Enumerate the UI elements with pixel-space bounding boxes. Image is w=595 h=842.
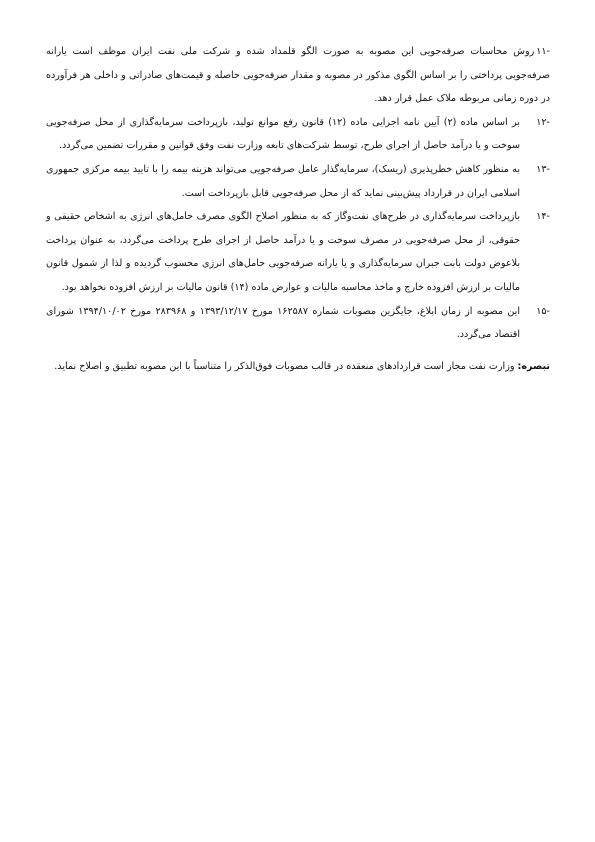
- clause-number: -۱۴: [536, 211, 550, 223]
- clause-15: [46, 300, 550, 347]
- note-label: تبصره:: [517, 360, 550, 372]
- clause-13: [46, 158, 550, 205]
- clause-text: بازپرداخت سرمایه‌گذاری در طرح‌های نفت‌وگاز که به منظور اصلاح الگوی مصرف حامل‌های انرژی به اشخاص حقیقی و حقوقی، از محل صرفه‌جویی در مصرف سوخت و یا درآمد حاصل از اجرای طرح پرداخت می‌گردد، به عنوان پرداخت بلاعوض دولت بابت جبران سرمایه‌گذاری و یا یارانه صرفه‌جویی حامل‌های انرژی محسوب گردیده و لذا از شمول قانون مالیات بر ارزش افزوده خارج و ماخذ محاسبه مالیات و عوارض ماده (۱۴) قانون مالیات بر ارزش افزوده نخواهد بود.: [46, 211, 520, 293]
- clause-text: این مصوبه از زمان ابلاغ، جایگزین مصوبات شماره ۱۶۲۵۸۷ مورخ ۱۳۹۳/۱۲/۱۷ و ۲۸۳۹۶۸ مورخ ۱۳۹۴/۱۰/۰۲ شورای اقتصاد می‌گردد.: [46, 305, 520, 341]
- clause-text: بر اساس ماده (۲) آیین نامه اجرایی ماده (۱۲) قانون رفع موانع تولید، بازپرداخت سرمایه‌گذاری از محل صرفه‌جویی سوخت و یا درآمد حاصل از اجرای طرح، توسط شرکت‌های تابعه وزارت نفت وفق قوانین و مقررات تضمین می‌گردد.: [46, 116, 520, 152]
- note-paragraph: [46, 355, 550, 379]
- clause-number: -۱۵: [536, 305, 550, 317]
- clause-number: -۱۲: [536, 116, 550, 128]
- clause-number: -۱۱: [536, 46, 550, 57]
- clause-11: [46, 40, 550, 111]
- clause-number: -۱۳: [536, 163, 550, 175]
- clause-text: به منظور کاهش خطرپذیری (ریسک)، سرمایه‌گذار عامل صرفه‌جویی می‌تواند هزینه بیمه را با تایید بیمه مرکزی جمهوری اسلامی ایران در قرارداد پیش‌بینی نماید که از محل صرفه‌جویی قابل بازپرداخت است.: [46, 163, 520, 199]
- document-body: [46, 40, 550, 378]
- clause-text: روش محاسبات صرفه‌جویی این مصوبه به صورت الگو قلمداد شده و شرکت ملی نفت ایران موظف است یارانه صرفه‌جویی پرداختی را بر اساس الگوی مذکور در مصوبه و مقدار صرفه‌جویی حاصله و قیمت‌های صادراتی و داخلی هر فرآورده در دوره زمانی مربوطه ملاک عمل قرار دهد.: [46, 46, 550, 105]
- clause-12: [46, 111, 550, 158]
- clause-14: [46, 205, 550, 299]
- note-text: وزارت نفت مجاز است قراردادهای منعقده در قالب مصوبات فوق‌الذکر را متناسباً با این مصوبه تطبیق و اصلاح نماید.: [54, 360, 515, 372]
